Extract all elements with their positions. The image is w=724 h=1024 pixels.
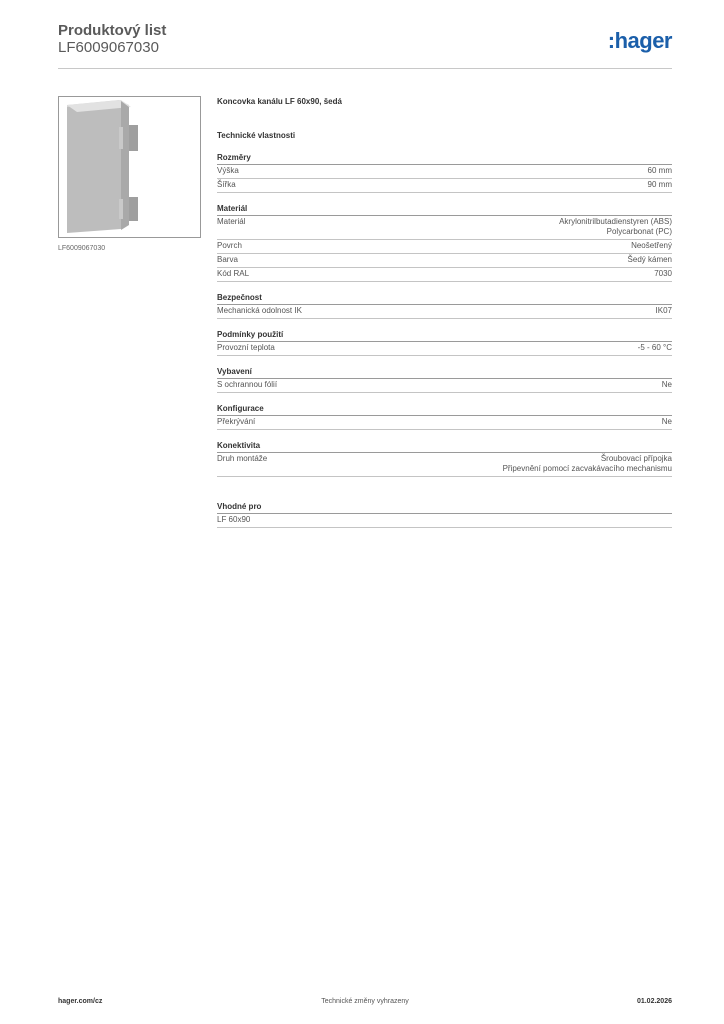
specification-panel	[217, 96, 672, 528]
section-title: Podmínky použití	[217, 329, 672, 342]
spec-row	[217, 268, 672, 282]
spec-key: Šířka	[217, 180, 236, 189]
section-vybaveni	[217, 366, 672, 393]
section-title: Konektivita	[217, 440, 672, 453]
spec-row	[217, 416, 672, 430]
spec-row	[217, 342, 672, 356]
spec-key: Kód RAL	[217, 269, 250, 278]
spec-value: Neošetřený	[631, 241, 672, 250]
section-konektivita	[217, 440, 672, 477]
product-name: Koncovka kanálu LF 60x90, šedá	[217, 97, 342, 106]
spec-key: Barva	[217, 255, 238, 264]
spec-row	[217, 305, 672, 319]
spec-value: Ne	[661, 417, 672, 426]
spec-value: Šedý kámen	[627, 255, 672, 264]
spec-value: IK07	[655, 306, 672, 315]
section-konfigurace	[217, 403, 672, 430]
section-title: Vhodné pro	[217, 501, 672, 514]
spec-value: 90 mm	[647, 180, 672, 189]
spec-key: Překrývání	[217, 417, 256, 426]
spec-key: Provozní teplota	[217, 343, 275, 352]
spec-value: Šroubovací přípojka Připevnění pomocí zacvakávacího mechanismu	[502, 454, 672, 473]
spec-value: 7030	[654, 269, 672, 278]
spec-key: Druh montáže	[217, 454, 268, 463]
page-header	[58, 22, 672, 68]
product-image-frame	[58, 96, 201, 238]
spec-row	[217, 254, 672, 268]
spec-row	[217, 514, 672, 528]
spec-row	[217, 379, 672, 393]
section-podminky	[217, 329, 672, 356]
spec-value: 60 mm	[647, 166, 672, 175]
section-vhodne-pro	[217, 501, 672, 528]
spec-row	[217, 165, 672, 179]
spec-row	[217, 216, 672, 240]
section-rozmery	[217, 152, 672, 193]
spec-row	[217, 453, 672, 477]
section-title: Materiál	[217, 203, 672, 216]
spec-value: -5 - 60 °C	[637, 343, 672, 352]
footer-date: 01.02.2026	[636, 998, 672, 1005]
header-divider	[58, 68, 672, 69]
section-title: Rozměry	[217, 152, 672, 165]
section-title: Konfigurace	[217, 403, 672, 416]
section-title: Vybavení	[217, 366, 672, 379]
spec-key: Mechanická odolnost IK	[217, 306, 302, 315]
spec-row	[217, 240, 672, 254]
footer-notice: Technické změny vyhrazeny	[321, 998, 409, 1005]
spec-value: Ne	[661, 380, 672, 389]
image-caption: LF6009067030	[58, 245, 106, 252]
footer-website: hager.com/cz	[58, 998, 103, 1005]
spec-value: Akrylonitrilbutadienstyren (ABS) Polycarbonat (PC)	[559, 217, 672, 236]
document-title: Produktový list	[58, 22, 167, 39]
section-material	[217, 203, 672, 282]
section-bezpecnost	[217, 292, 672, 319]
suitable-item: LF 60x90	[217, 515, 251, 524]
spec-row	[217, 179, 672, 193]
spec-key: S ochrannou fólií	[217, 380, 278, 389]
technical-properties-heading: Technické vlastnosti	[217, 131, 296, 140]
spec-key: Povrch	[217, 241, 242, 250]
section-title: Bezpečnost	[217, 292, 672, 305]
spec-key: Materiál	[217, 217, 246, 226]
hager-logo: :hager	[607, 28, 672, 53]
product-image	[59, 97, 200, 237]
spec-key: Výška	[217, 166, 239, 175]
product-code: LF6009067030	[58, 39, 159, 56]
